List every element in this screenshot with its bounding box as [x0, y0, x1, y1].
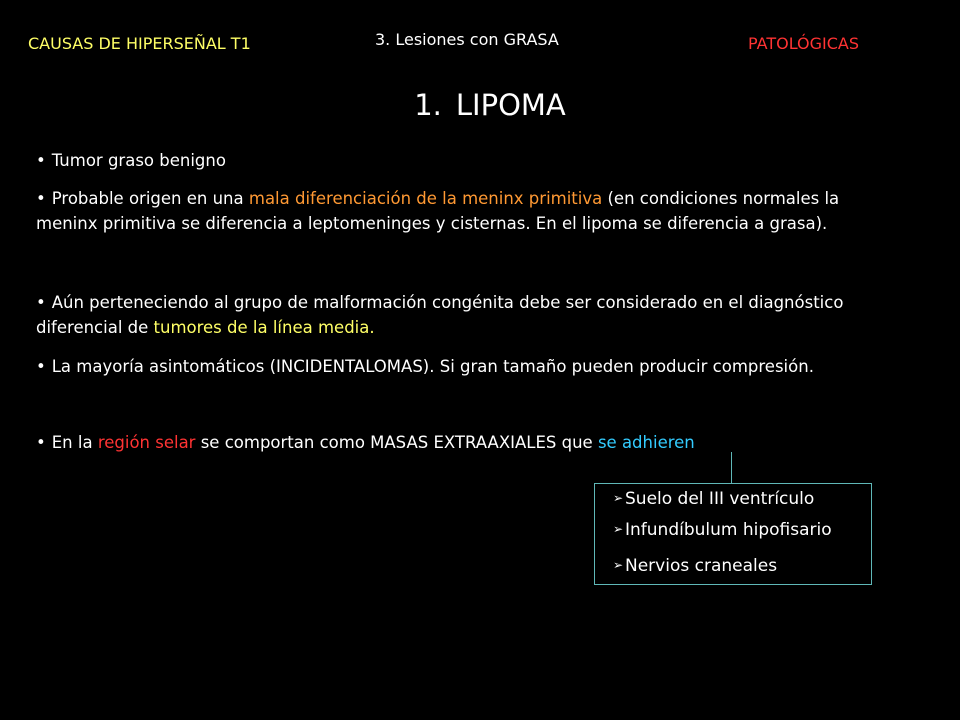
header-left-title: CAUSAS DE HIPERSEÑAL T1	[28, 34, 251, 53]
bullet-text: En la	[51, 433, 98, 452]
arrow-bullet-icon: ➢	[613, 491, 624, 505]
connector-line	[731, 452, 732, 484]
box-item-third-ventricle-floor	[613, 489, 814, 509]
bullet-text: (en condiciones normales la	[602, 189, 840, 208]
header-right-label: PATOLÓGICAS	[748, 34, 860, 53]
box-item-label: Suelo del III ventrículo	[625, 489, 815, 509]
bullet-origin	[36, 186, 946, 236]
bullet-benign-fat-tumor	[36, 148, 946, 173]
bullet-dot: •	[36, 433, 46, 452]
bullet-origin-line1	[36, 186, 946, 211]
bullet-text: La mayoría asintomáticos (INCIDENTALOMAS). Si gran tamaño pueden producir compresión.	[51, 357, 814, 376]
highlight-midline-tumors: tumores de la línea media.	[153, 318, 375, 337]
bullet-sellar-region	[36, 430, 946, 455]
bullet-text: Tumor graso benigno	[51, 151, 226, 170]
bullet-text: Probable origen en una	[51, 189, 249, 208]
highlight-sellar-region: región selar	[97, 433, 196, 452]
bullet-text: se comportan como MASAS EXTRAAXIALES que	[195, 433, 598, 452]
slide-title-text: LIPOMA	[455, 88, 566, 122]
bullet-differential-line2	[36, 315, 946, 340]
bullet-incidentalomas	[36, 354, 946, 379]
box-item-label: Nervios craneales	[625, 556, 778, 576]
adhesion-structures-box	[594, 483, 872, 585]
bullet-dot: •	[36, 293, 46, 312]
highlight-adhere: se adhieren	[597, 433, 695, 452]
highlight-meninx-differentiation: mala diferenciación de la meninx primitiva	[248, 189, 603, 208]
box-item-infundibulum	[613, 520, 832, 540]
bullet-dot: •	[36, 189, 46, 208]
bullet-dot: •	[36, 151, 46, 170]
header-center-subtitle: 3. Lesiones con GRASA	[375, 30, 559, 49]
bullet-differential-diagnosis	[36, 290, 946, 340]
arrow-bullet-icon: ➢	[613, 522, 624, 536]
box-item-label: Infundíbulum hipofisario	[625, 520, 832, 540]
bullet-differential-line1	[36, 290, 946, 315]
bullet-dot: •	[36, 357, 46, 376]
slide-title	[0, 88, 960, 122]
bullet-text: Aún perteneciendo al grupo de malformación congénita debe ser considerado en el diagnóstico	[51, 293, 844, 312]
bullet-text: diferencial de	[36, 318, 154, 337]
arrow-bullet-icon: ➢	[613, 558, 624, 572]
bullet-origin-line2: meninx primitiva se diferencia a leptomeninges y cisternas. En el lipoma se diferencia a grasa).	[36, 214, 828, 233]
slide-title-number: 1.	[414, 88, 442, 122]
box-item-cranial-nerves	[613, 556, 777, 576]
